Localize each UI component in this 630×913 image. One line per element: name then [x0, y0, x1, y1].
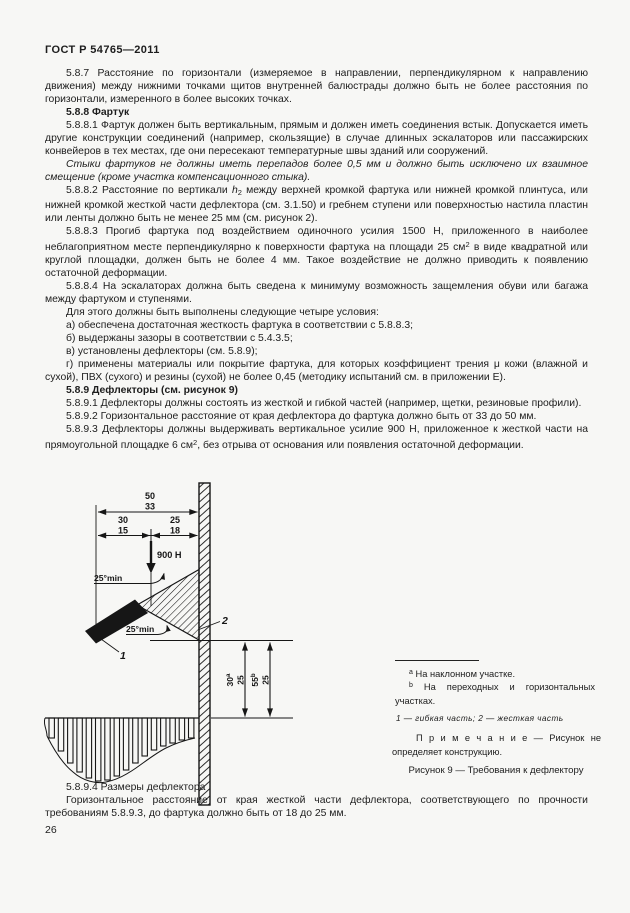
bottom-text	[45, 781, 588, 820]
angle-lower-arc	[158, 626, 167, 635]
v-transition-min-label: 25	[260, 675, 271, 685]
apron-wall	[199, 483, 210, 805]
dim-rigid-max-label: 25	[169, 515, 181, 525]
dim-rigid-min-label: 18	[169, 525, 181, 536]
angle-lower-label: 25°min	[126, 624, 155, 634]
part-1-leader	[101, 639, 119, 652]
paragraph-conditions: Для этого должны быть выполнены следующие четыре условия:	[66, 307, 379, 318]
dim-tick-arrow-left	[142, 533, 150, 539]
paragraph-joints-note: Стыки фартуков не должны иметь перепадов более 0,5 мм и должно быть исключено их взаимное смещение (кроме участка компенсационного стыка).	[45, 159, 588, 183]
paragraph-5-8-9-4: 5.8.9.4 Размеры дефлектора	[66, 782, 206, 793]
part-1-label: 1	[120, 650, 126, 662]
dim-tick-arrow-right	[152, 533, 160, 539]
footnote-a: $^a$ На наклонном участке.	[409, 669, 516, 679]
figure-legend: 1 — гибкая часть; 2 — жесткая часть	[396, 713, 564, 723]
variable-h: h	[231, 185, 238, 196]
flexible-part-strip	[85, 600, 148, 644]
dim-flex-max-label: 30	[117, 515, 129, 525]
paragraph-5-8-8-2: 5.8.8.2 Расстояние по вертикали $h_2$ между верхней кромкой фартука или нижней кромкой плинтуса, или нижней кромкой жесткой части дефлектора (см. 3.1.50) и гребнем ступени или поверхностью настила пластин или ленты должно быть не менее 25 мм (см. рисунок 2).	[45, 185, 588, 224]
footnote-b: $^b$ На переходных и горизонтальных участках.	[395, 682, 595, 706]
force-label: 900 Н	[157, 550, 182, 560]
paragraph-5-8-7: 5.8.7 Расстояние по горизонтали (измеряемое в направлении, перпендикулярном к направлению движения) между нижними точками щитов внутренней балюстрады должно быть не более расстояния по горизонтали, измеренного в более высоких точках.	[45, 68, 588, 105]
list-item-v: в) установлены дефлекторы (см. 5.8.9);	[66, 346, 258, 357]
heading-5-8-9: 5.8.9 Дефлекторы (см. рисунок 9)	[66, 385, 238, 396]
superscript-2: 2	[193, 438, 198, 447]
angle-upper-arc	[151, 574, 164, 584]
dim-total-min-label: 33	[144, 501, 156, 512]
step-comb	[44, 718, 198, 783]
dim-total-max-label: 50	[144, 491, 156, 501]
heading-5-8-8: 5.8.8 Фартук	[66, 107, 130, 118]
page-number: 26	[45, 824, 57, 836]
paragraph-5-8-9-2: 5.8.9.2 Горизонтальное расстояние от края дефлектора до фартука должно быть от 33 до 50 мм.	[66, 411, 537, 422]
v-transition-max-label: 55$^b$	[250, 673, 260, 687]
superscript-2: 2	[465, 240, 470, 249]
footnote-b-marker: b	[409, 682, 413, 689]
list-item-a: а) обеспечена достаточная жесткость фартука в соответствии с 5.8.8.3;	[66, 320, 414, 331]
paragraph-5-8-8-4: 5.8.8.4 На эскалаторах должна быть сведена к минимуму возможность защемления обуви или багажа между фартуком и ступенями.	[45, 281, 588, 305]
paragraph-5-8-8-1: 5.8.8.1 Фартук должен быть вертикальным, прямым и должен иметь соединения встык. Допускается иметь другие конструкции соединений (например, скользящие) в случае длинных эскалаторов или пассажирских конвейеров в тех местах, где они пересекают температурные швы зданий или сооружений.	[45, 120, 588, 157]
v-incline-max-label: 30$^a$	[225, 673, 235, 687]
paragraph-5-8-8-3: 5.8.8.3 Прогиб фартука под воздействием одиночного усилия 1500 Н, приложенного в наиболее неблагоприятном месте перпендикулярно к поверхности фартука на площади 25 $см^2$ в виде квадратной или круглой площадки, должен быть не более 4 мм. Такое воздействие не должно приводить к появлению остаточной деформации.	[45, 226, 588, 279]
dim-flex-min-label: 15	[117, 525, 129, 536]
figure-note: П р и м е ч а н и е — Рисунок не определяет конструкцию.	[392, 733, 601, 757]
list-item-g: г) применены материалы или покрытие фартука, для которых коэффициент трения μ кожи (влажной и сухой), ПВХ (сухого) и резины (сухой) не более 0,45 (методику испытаний см. в приложении Е).	[45, 359, 588, 383]
footnote-separator	[395, 660, 479, 661]
paragraph-5-8-9-3: 5.8.9.3 Дефлекторы должны выдерживать вертикальное усилие 900 Н, приложенное к жесткой части на прямоугольной площадке 6 $см^2$, без отрыва от основания или появления остаточной деформации.	[45, 424, 588, 451]
paragraph-final: Горизонтальное расстояние от края жесткой части дефлектора, соответствующего по прочности требованиям 5.8.9.3, до фартука должно быть от 18 до 25 мм.	[45, 795, 588, 819]
footnote-marker-a: a	[225, 673, 232, 677]
footnote-marker-b: b	[250, 673, 257, 678]
figure-caption: Рисунок 9 — Требования к дефлектору	[408, 765, 584, 776]
list-item-b: б) выдержаны зазоры в соответствии с 5.4.3.5;	[66, 333, 293, 344]
paragraph-5-8-9-1: 5.8.9.1 Дефлекторы должны состоять из жесткой и гибкой частей (например, щетки, резиновые профили).	[66, 398, 582, 409]
v-incline-min-label: 25	[235, 675, 246, 685]
footnote-a-marker: a	[409, 669, 413, 676]
subscript-2: 2	[237, 188, 242, 197]
part-2-label: 2	[222, 615, 228, 627]
page-header: ГОСТ Р 54765—2011	[45, 44, 160, 56]
angle-upper-label: 25°min	[94, 573, 123, 583]
